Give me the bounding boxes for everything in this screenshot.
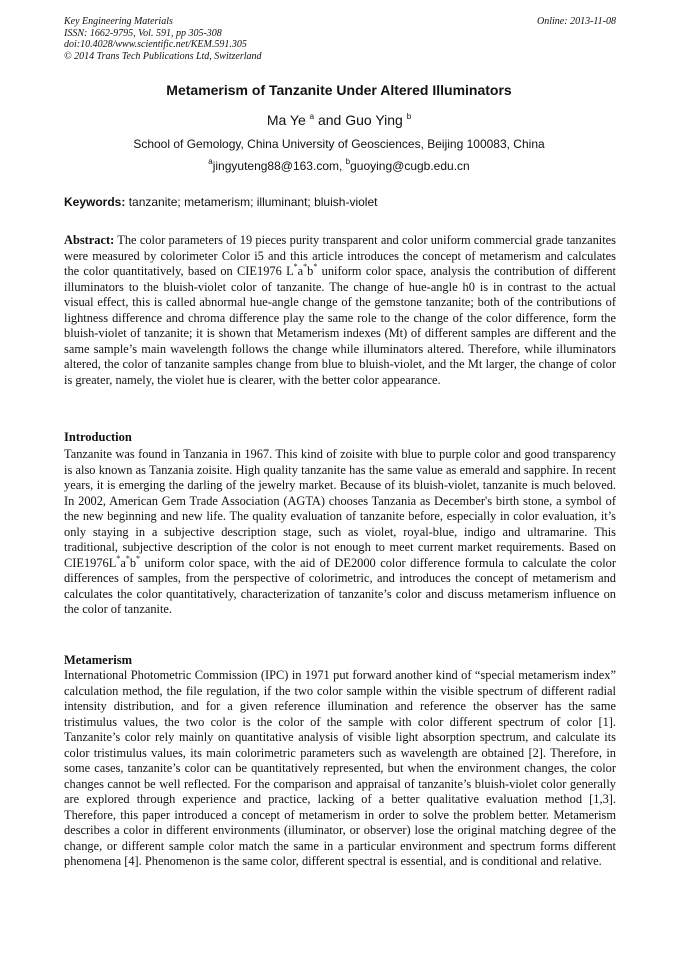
superscript: * [125,553,130,563]
keywords-label: Keywords: [64,195,126,209]
abstract-text-1: The color parameters of 19 pieces purity transparent and color uniform commercial grade tanzanites were measured by colorimeter Color i5 and this article introduces the concept of metamerism and calculates the color quantitatively, based on CIE1976 L [64,233,616,278]
email-a: jingyuteng88@163.com, [212,159,346,173]
abstract-text-2: uniform color space, analysis the contribution of different illuminators to the bluish-violet color of tanzanite. The change of hue-angle h0 is in contrast to the actual visual effect, this is called abnormal hue-angle change of the gemstone tanzanite; both of the contributions of lightness difference and chroma difference play the same role to the change of the color difference, form the bluish-violet of tanzanite; it is shown that Metamerism indexes (Mt) of different samples are different and the same sample’s main wavelength follows the change while illuminators altered. Therefore, while illuminators altered, the color of tanzanite samples change from blue to bluish-violet, and the Mt larger, the change of color is greater, namely, the violet hue is clearer, with the better color appearance. [64,264,616,387]
copyright-line: © 2014 Trans Tech Publications Ltd, Switzerland [64,50,262,62]
formula-part: a [297,264,304,278]
author-1-marker: a [309,112,315,121]
superscript: * [303,262,308,271]
formula-part: b [129,555,137,570]
email-line [0,159,678,173]
metamerism-paragraph: International Photometric Commission (IPC) in 1971 put forward another kind of “special metamerism index” calculation method, the file regulation, if the two color sample within the visible spectrum of different radial intensity distribution, and for a given reference illumination and reference the observer has the same tristimulus values, the two color is the color of the sample with color different spectrum of color [1]. Tanzanite’s color rely mainly on quantitative analysis of visible light absorption spectrum, and calculate its color tristimulus values, its main colorimetric parameters such as wavelength are obtained [2]. Therefore, in some cases, tanzanite’s color can be quantitatively represented, but when the environment changes, the color changes cannot be well reflected. For the comparison and appraisal of tanzanite’s bluish-violet color generally are explored through experience and practice, lacking of a better qualitative evaluation method [1,3]. Therefore, this paper introduced a concept of metamerism in order to solve the problem better. Metamerism describes a color in different environments (illuminator, or observer) lose the original matching degree of the change, or different sample color match the same in a particular environment and spectrum forms different phenomena [4]. Phenomenon is the same color, different spectral is essential, and is conditional and relative. [64,668,616,868]
introduction-heading: Introduction [64,430,132,444]
superscript: * [116,553,121,563]
superscript: * [313,262,318,271]
formula-part: a [120,555,126,570]
intro-text-1: Tanzanite was found in Tanzania in 1967. This kind of zoisite with blue to purple color and good transparency is also known as Tanzania zoisite. High quality tanzanite has the same value as emerald and sapphire. In recent years, it is emerging the darling of the jewelry market. Because of its bluish-violet, tanzanite is much beloved. In 2002, American Gem Trade Association (AGTA) chooses Tanzania as December's birth stone, a symbol of the new beginning and new life. The quality evaluation of tanzanite before, especially in color evaluation, it’s only staying in a subjective description stage, such as violet, royal-blue, indigo and ultramarine. This traditional, subjective description of the color is not enough to meet current market requirements. Based on CIE1976L [64,447,616,570]
email-b: guoying@cugb.edu.cn [350,159,470,173]
author-line [0,112,678,128]
abstract-label: Abstract: [64,233,115,247]
author-2-marker: b [406,112,412,121]
issn-line: ISSN: 1662-9795, Vol. 591, pp 305-308 [64,27,222,39]
superscript: * [293,262,298,271]
doi-line: doi:10.4028/www.scientific.net/KEM.591.305 [64,39,247,50]
keywords [64,195,377,209]
author-conjunction: and [314,112,346,128]
online-date: Online: 2013-11-08 [537,16,616,27]
email-b-marker: b [345,157,351,166]
superscript: * [136,553,141,563]
email-a-marker: a [208,157,213,166]
author-1: Ma Ye [266,112,306,128]
paper-title: Metamerism of Tanzanite Under Altered Illuminators [166,82,512,98]
journal-name: Key Engineering Materials [64,16,173,27]
formula-part: b [307,264,314,278]
intro-text-2: uniform color space, with the aid of DE2000 color difference formula to calculate the color differences of samples, from the perspective of colorimetric, and introduces the concept of metamerism and calculates the color quantitatively, characterization of tanzanite’s color and discuss metamerism influence on the color of tanzanite. [64,555,616,616]
author-2: Guo Ying [345,112,403,128]
introduction-paragraph [64,447,616,618]
affiliation: School of Gemology, China University of Geosciences, Beijing 100083, China [133,137,545,151]
journal-header [64,16,616,62]
abstract-paragraph [64,233,616,388]
metamerism-heading: Metamerism [64,653,133,667]
keywords-text: tanzanite; metamerism; illuminant; bluish-violet [125,195,378,209]
